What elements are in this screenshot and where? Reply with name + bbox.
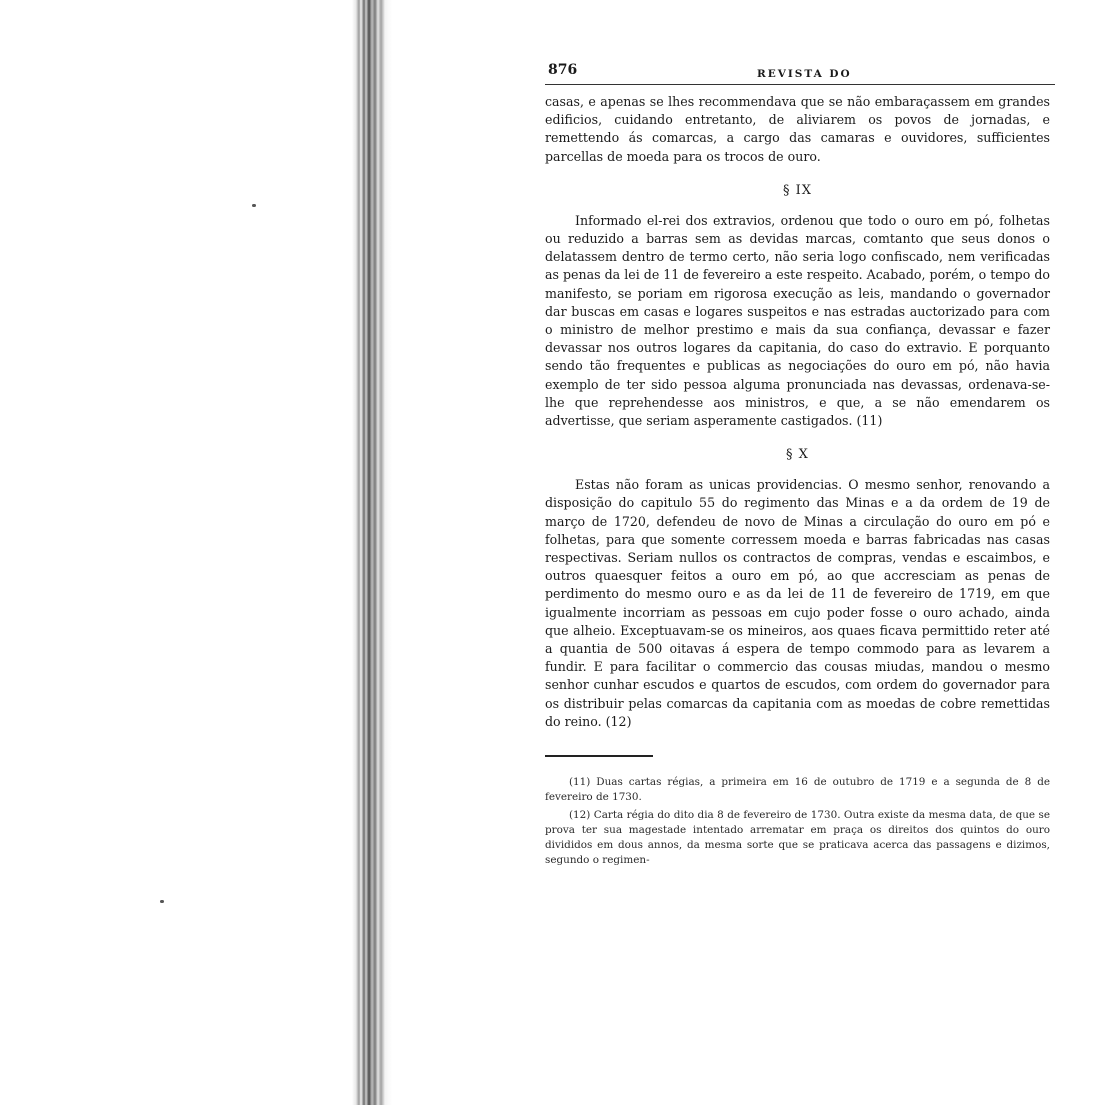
paragraph-section-ix: Informado el-rei dos extravios, ordenou que todo o ouro em pó, folhetas ou reduzido a barras sem as devidas marcas, comtanto que seus donos o delatassem dentro de termo certo, não seria logo confiscado, nem verificadas as penas da lei de 11 de fevereiro a este respeito. Acabado, porém, o tempo do manifesto, se poriam em rigorosa execução as leis, mandando o governador dar buscas em casas e logares suspeitos e nas estradas auctorizado para com o ministro de melhor prestimo e mais da sua confiança, devassar e fazer devassar nos outros logares da capitania, do caso do extravio. E porquanto sendo tão frequentes e publicas as negociações do ouro em pó, não havia exemplo de ter sido pessoa alguma pronunciada nas devassas, ordenava-se-lhe que reprehendesse aos ministros, e que, a se não emendarem os advertisse, que seriam asperamente castigados. (11) — [545, 212, 1050, 429]
paragraph-section-x: Estas não foram as unicas providencias. O mesmo senhor, renovando a disposição do capitulo 55 do regimento das Minas e a da ordem de 19 de março de 1720, defendeu de novo de Minas a circulação do ouro em pó e folhetas, para que somente corressem moeda e barras fabricadas nas casas respectivas. Seriam nullos os contractos de compras, vendas e escaimbos, e outros quaesquer feitos a ouro em pó, ao que accresciam as penas de perdimento do mesmo ouro e as da lei de 11 de fevereiro de 1719, em que igualmente incorriam as pessoas em cujo poder fosse o ouro achado, ainda que alheio. Exceptuavam-se os mineiros, aos quaes ficava permittido reter até a quantia de 500 oitavas á espera de tempo commodo para as levarem a fundir. E para facilitar o commercio das cousas miudas, mandou o mesmo senhor cunhar escudos e quartos de escudos, com ordem do governador para os distribuir pelas comarcas da capitania com as moedas de cobre remettidas do reino. (12) — [545, 477, 1050, 729]
book-page — [545, 56, 1050, 871]
scan-speck — [160, 900, 164, 903]
running-title: REVISTA DO — [757, 68, 852, 80]
running-head — [545, 56, 1050, 82]
page-number: 876 — [548, 62, 578, 78]
footnote-rule — [545, 755, 653, 757]
scan-speck — [252, 204, 256, 207]
paragraph-continued: casas, e apenas se lhes recommendava que se não embaraçassem em grandes edificios, cuidando entretanto, de aliviarem os povos de jornadas, e remettendo ás comarcas, a cargo das camaras e ouvidores, sufficientes parcellas de moeda para os trocos de ouro. — [545, 94, 1050, 164]
header-rule — [545, 84, 1055, 85]
section-heading-ix: § IX — [782, 182, 813, 198]
book-gutter — [352, 0, 392, 1105]
footnote-11: (11) Duas cartas régias, a primeira em 16 de outubro de 1719 e a segunda de 8 de fevereiro de 1730. — [545, 776, 1050, 804]
section-heading-x: § X — [786, 447, 809, 463]
footnote-12: (12) Carta régia do dito dia 8 de fevereiro de 1730. Outra existe da mesma data, de que se prova ter sua magestade intentado arrematar em praça os direitos dos quintos do ouro divididos em dous annos, da mesma sorte que se praticava acerca das passagens e dizimos, segundo o regimen- — [545, 809, 1050, 867]
